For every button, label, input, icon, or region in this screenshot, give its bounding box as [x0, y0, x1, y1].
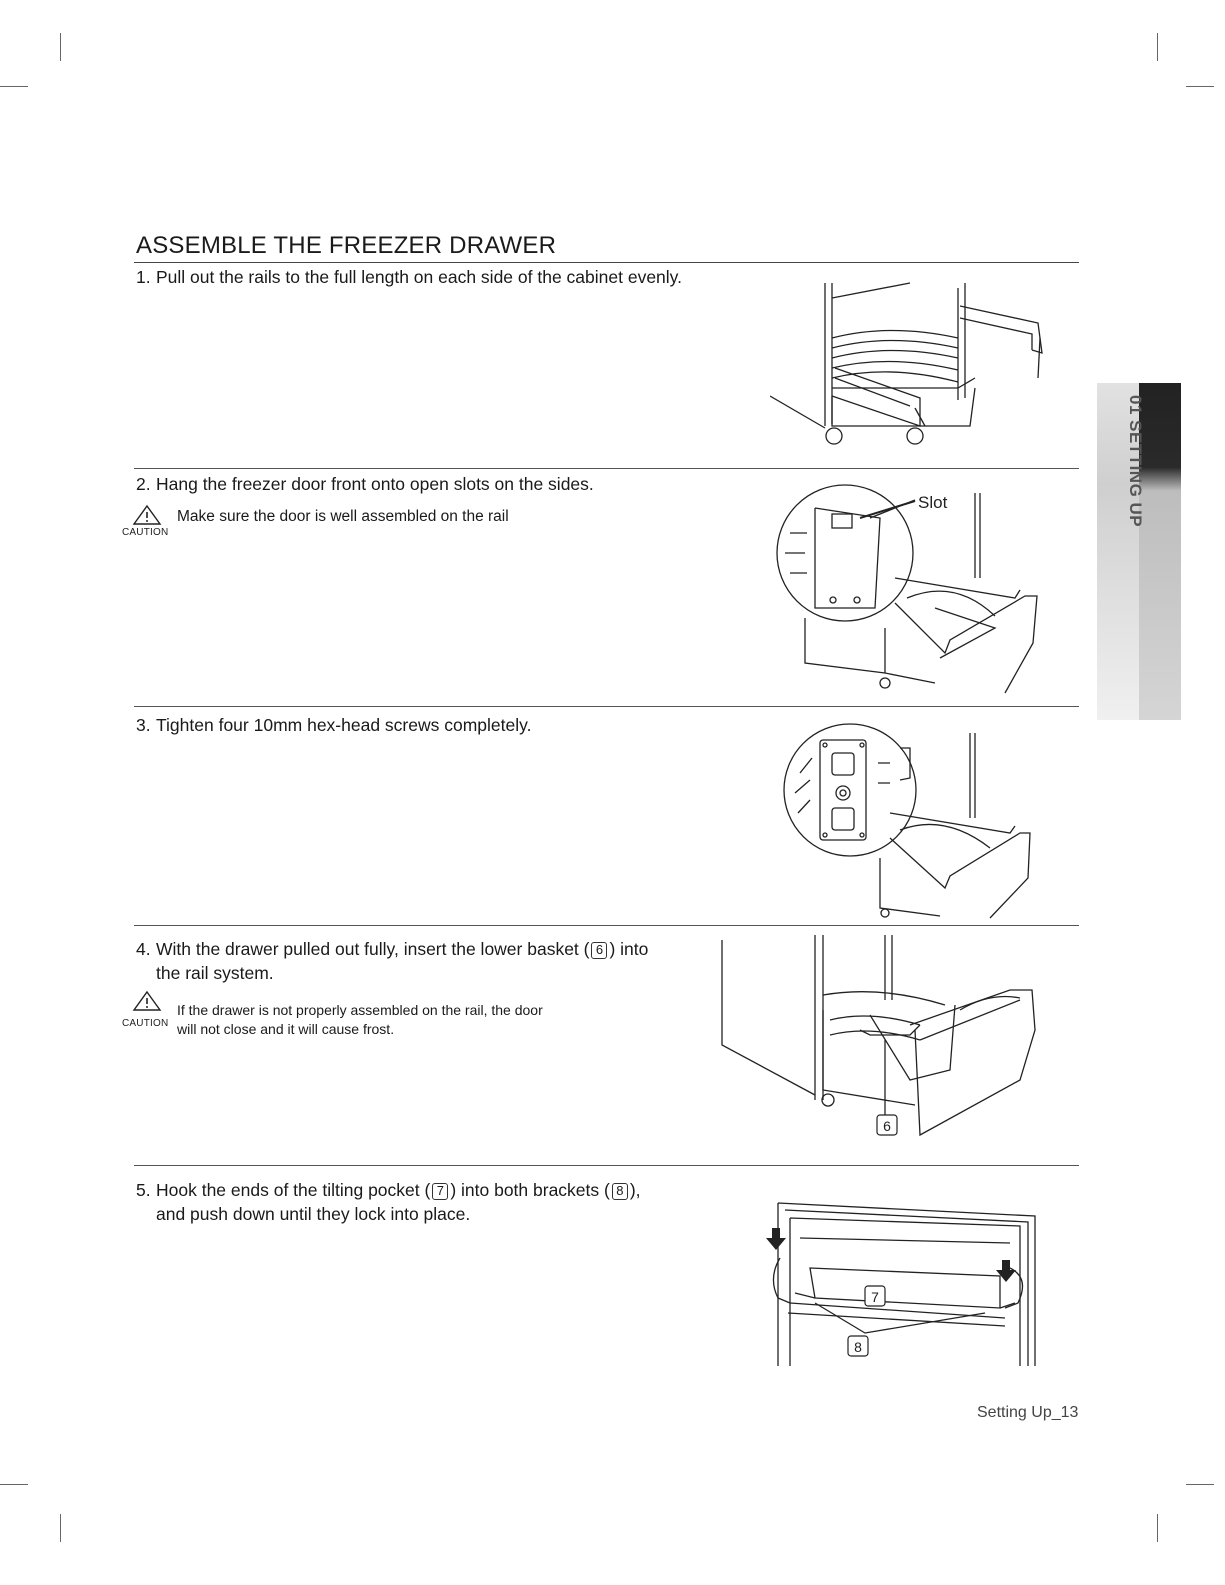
- step-3: 3. Tighten four 10mm hex-head screws completely.: [136, 715, 532, 735]
- crop-mark: [1186, 86, 1214, 87]
- figure-door-front-slot: [775, 478, 1065, 698]
- figure-rails-pulled-out: [770, 278, 1060, 450]
- caution-text: If the drawer is not properly assembled on the rail, the door: [177, 1002, 543, 1018]
- callout-pocket: 7: [432, 1183, 448, 1200]
- figure-callout-brackets: 8: [854, 1339, 862, 1355]
- caution-warning-icon: [132, 504, 162, 526]
- crop-mark: [60, 33, 61, 61]
- section-divider: [134, 925, 1079, 926]
- callout-basket: 6: [591, 942, 607, 959]
- page-title: ASSEMBLE THE FREEZER DRAWER: [136, 232, 557, 259]
- caution-text: will not close and it will cause frost.: [177, 1021, 395, 1037]
- side-tab-label: 01 SETTING UP: [1126, 395, 1145, 528]
- figure-tilting-pocket: [760, 1198, 1040, 1368]
- title-rule: [134, 262, 1079, 263]
- callout-brackets: 8: [612, 1183, 628, 1200]
- crop-mark: [0, 86, 28, 87]
- step-1: 1. Pull out the rails to the full length on each side of the cabinet evenly.: [136, 267, 682, 287]
- figure-callout-pocket: 7: [871, 1289, 879, 1305]
- section-divider: [134, 468, 1079, 469]
- crop-mark: [1186, 1484, 1214, 1485]
- step-2: 2. Hang the freezer door front onto open slots on the sides.: [136, 474, 594, 494]
- crop-mark: [0, 1484, 28, 1485]
- step-4: 4. With the drawer pulled out fully, insert the lower basket ( 6 ) into the rail system.: [136, 939, 649, 983]
- step-5: 5. Hook the ends of the tilting pocket ( 7 ) into both brackets ( 8 ), and push down until they lock into place.: [136, 1180, 641, 1224]
- figure-slot-label: Slot: [918, 493, 948, 512]
- caution-warning-icon: [132, 990, 162, 1012]
- section-divider: [134, 1165, 1079, 1166]
- crop-mark: [1157, 1514, 1158, 1542]
- section-divider: [134, 706, 1079, 707]
- page-footer: Setting Up_13: [977, 1404, 1079, 1421]
- caution-text: Make sure the door is well assembled on the rail: [177, 508, 509, 525]
- figure-hex-head-screws: [780, 718, 1060, 923]
- caution-label: CAUTION: [122, 527, 169, 538]
- caution-label: CAUTION: [122, 1018, 169, 1029]
- figure-lower-basket: [720, 930, 1050, 1145]
- crop-mark: [1157, 33, 1158, 61]
- figure-callout-basket: 6: [883, 1118, 891, 1134]
- crop-mark: [60, 1514, 61, 1542]
- section-side-tab: [1097, 383, 1181, 720]
